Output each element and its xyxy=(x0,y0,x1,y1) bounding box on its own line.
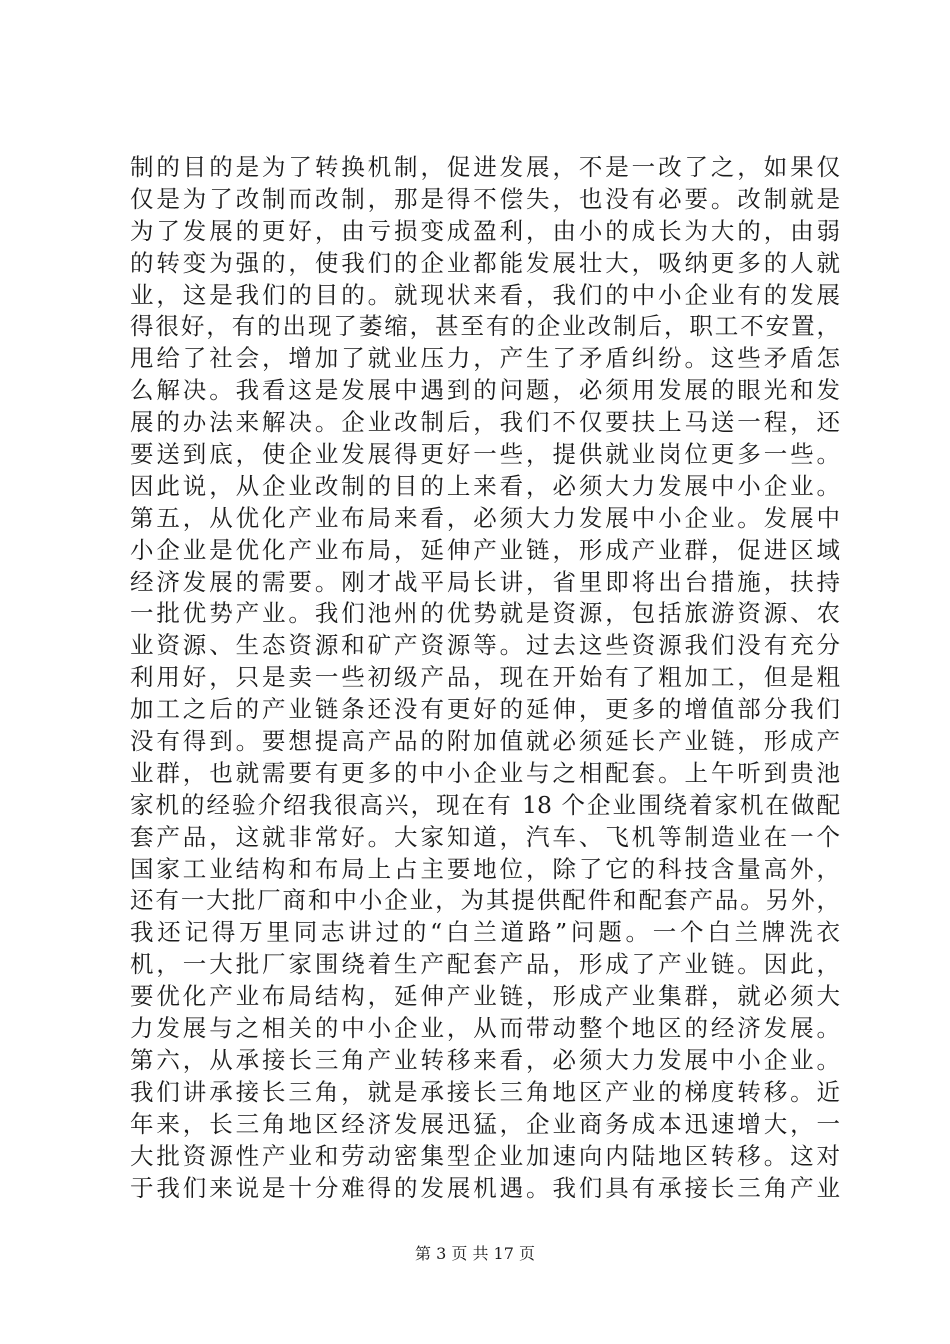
text-line: 的转变为强的，使我们的企业都能发展壮大，吸纳更多的人就 xyxy=(130,248,840,277)
text-line: 为了发展的更好，由亏损变成盈利，由小的成长为大的，由弱 xyxy=(130,216,840,245)
text-line: 么解决。我看这是发展中遇到的问题，必须用发展的眼光和发 xyxy=(130,376,840,405)
text-line: 仅是为了改制而改制，那是得不偿失，也没有必要。改制就是 xyxy=(130,184,840,213)
text-line: 国家工业结构和布局上占主要地位，除了它的科技含量高外， xyxy=(130,854,840,883)
text-line: 要优化产业布局结构，延伸产业链，形成产业集群，就必须大 xyxy=(130,982,840,1011)
text-line: 家机的经验介绍我很高兴，现在有 18 个企业围绕着家机在做配 xyxy=(130,790,840,819)
text-line: 我还记得万里同志讲过的“白兰道路”问题。一个白兰牌洗衣 xyxy=(130,918,840,947)
text-line: 业资源、生态资源和矿产资源等。过去这些资源我们没有充分 xyxy=(130,631,840,660)
text-line: 于我们来说是十分难得的发展机遇。我们具有承接长三角产业 xyxy=(130,1173,840,1202)
text-line: 大批资源性产业和劳动密集型企业加速向内陆地区转移。这对 xyxy=(130,1141,840,1170)
body-text xyxy=(130,152,840,1204)
text-line: 展的办法来解决。企业改制后，我们不仅要扶上马送一程，还 xyxy=(130,408,840,437)
text-line: 还有一大批厂商和中小企业，为其提供配件和配套产品。另外， xyxy=(130,886,840,915)
page-footer: 第 3 页 共 17 页 xyxy=(415,1244,535,1263)
text-line: 要送到底，使企业发展得更好一些，提供就业岗位更多一些。 xyxy=(130,440,840,469)
text-line: 第六，从承接长三角产业转移来看，必须大力发展中小企业。 xyxy=(130,1045,840,1074)
text-line: 套产品，这就非常好。大家知道，汽车、飞机等制造业在一个 xyxy=(130,822,840,851)
text-line: 小企业是优化产业布局，延伸产业链，形成产业群，促进区域 xyxy=(130,535,840,564)
text-line: 经济发展的需要。刚才战平局长讲，省里即将出台措施，扶持 xyxy=(130,567,840,596)
text-line: 一批优势产业。我们池州的优势就是资源，包括旅游资源、农 xyxy=(130,599,840,628)
text-line: 得很好，有的出现了萎缩，甚至有的企业改制后，职工不安置， xyxy=(130,312,840,341)
text-line: 因此说，从企业改制的目的上来看，必须大力发展中小企业。 xyxy=(130,471,840,500)
text-line: 年来，长三角地区经济发展迅猛，企业商务成本迅速增大，一 xyxy=(130,1109,840,1138)
text-line: 机，一大批厂家围绕着生产配套产品，形成了产业链。因此， xyxy=(130,950,840,979)
text-line: 制的目的是为了转换机制，促进发展，不是一改了之，如果仅 xyxy=(130,153,840,181)
text-line: 我们讲承接长三角，就是承接长三角地区产业的梯度转移。近 xyxy=(130,1077,840,1106)
text-line: 加工之后的产业链条还没有更好的延伸，更多的增值部分我们 xyxy=(130,695,840,724)
text-line: 第五，从优化产业布局来看，必须大力发展中小企业。发展中 xyxy=(130,503,840,532)
text-line: 利用好，只是卖一些初级产品，现在开始有了粗加工，但是粗 xyxy=(130,663,840,692)
text-line: 没有得到。要想提高产品的附加值就必须延长产业链，形成产 xyxy=(130,727,840,756)
text-line: 甩给了社会，增加了就业压力，产生了矛盾纠纷。这些矛盾怎 xyxy=(130,344,840,373)
text-line: 业群，也就需要有更多的中小企业与之相配套。上午听到贵池 xyxy=(130,758,840,787)
text-line: 业，这是我们的目的。就现状来看，我们的中小企业有的发展 xyxy=(130,280,840,309)
text-line: 力发展与之相关的中小企业，从而带动整个地区的经济发展。 xyxy=(130,1014,840,1043)
